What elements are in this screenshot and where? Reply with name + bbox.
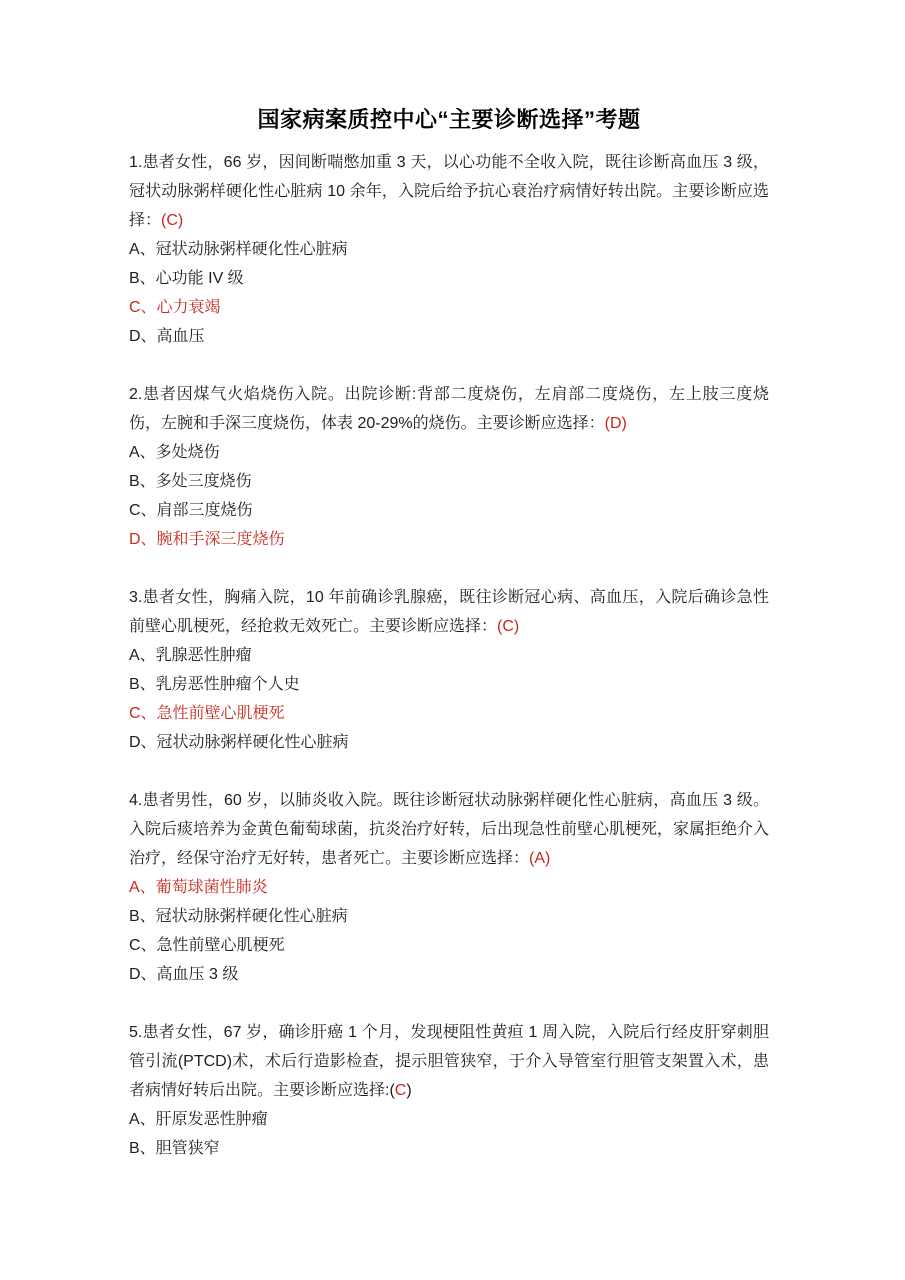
option-line [129,264,769,293]
option-text: A、乳腺恶性肿瘤 [129,647,252,664]
question-stem-text: 4.患者男性，60 岁，以肺炎收入院。既往诊断冠状动脉粥样硬化性心脏病，高血压 3 级。入院后痰培养为金黄色葡萄球菌，抗炎治疗好转，后出现急性前壁心肌梗死，家属拒绝介入治疗，经保守治疗无好转，患者死亡。主要诊断应选择： [129,792,770,867]
answer-letter: (D) [604,415,627,432]
question-stem [129,380,769,438]
question-stem [129,1018,769,1105]
option-line [129,438,769,467]
option-line [129,1105,769,1134]
option-line [129,728,769,757]
option-text: A、肝原发恶性肿瘤 [129,1111,268,1128]
option-line [129,902,769,931]
option-text: C、肩部三度烧伤 [129,502,253,519]
option-line [129,293,769,322]
option-text: B、心功能 IV 级 [129,270,244,287]
question-stem-text: 5.患者女性，67 岁，确诊肝癌 1 个月，发现梗阻性黄疸 1 周入院，入院后行经皮肝穿刺胆管引流(PTCD)术，术后行造影检查，提示胆管狭窄，于介入导管室行胆管支架置入术，患者病情好转后出院。主要诊断应选择:( [129,1024,769,1099]
question-4 [129,786,769,989]
option-text: C、急性前壁心肌梗死 [129,937,285,954]
question-stem-text: 3.患者女性，胸痛入院，10 年前确诊乳腺癌，既往诊断冠心病、高血压，入院后确诊急性前壁心肌梗死，经抢救无效死亡。主要诊断应选择： [129,589,769,635]
option-line [129,467,769,496]
question-stem [129,148,769,235]
question-stem-text: 1.患者女性，66 岁，因间断喘憋加重 3 天，以心功能不全收入院，既往诊断高血压 3 级，冠状动脉粥样硬化性心脏病 10 余年，入院后给予抗心衰治疗病情好转出院。主要诊断应选择： [129,154,769,229]
option-text: B、冠状动脉粥样硬化性心脏病 [129,908,348,925]
answer-letter: (C) [161,212,184,229]
answer-tail: ) [406,1082,412,1099]
document-title: 国家病案质控中心“主要诊断选择”考题 [257,107,641,132]
question-1 [129,148,769,351]
option-line [129,322,769,351]
question-stem [129,583,769,641]
question-stem-text: 2.患者因煤气火焰烧伤入院。出院诊断:背部二度烧伤，左肩部二度烧伤，左上肢三度烧伤，左腕和手深三度烧伤，体表 20-29%的烧伤。主要诊断应选择： [129,386,769,432]
option-text: D、高血压 3 级 [129,966,239,983]
answer-letter: C [394,1082,407,1099]
option-text: A、冠状动脉粥样硬化性心脏病 [129,241,348,258]
option-text: A、葡萄球菌性肺炎 [129,879,268,896]
question-3 [129,583,769,757]
option-text: B、多处三度烧伤 [129,473,252,490]
question-5 [129,1018,769,1163]
option-line [129,235,769,264]
option-line [129,699,769,728]
option-text: C、心力衰竭 [129,299,221,316]
answer-letter: (A) [529,850,551,867]
question-2 [129,380,769,554]
option-line [129,496,769,525]
option-line [129,960,769,989]
option-line [129,1134,769,1163]
option-line [129,641,769,670]
option-text: A、多处烧伤 [129,444,220,461]
option-text: B、胆管狭窄 [129,1140,220,1157]
option-line [129,670,769,699]
option-line [129,931,769,960]
option-text: D、高血压 [129,328,205,345]
option-text: D、腕和手深三度烧伤 [129,531,285,548]
question-stem [129,786,769,873]
option-text: C、急性前壁心肌梗死 [129,705,285,722]
answer-letter: (C) [497,618,520,635]
option-line [129,525,769,554]
option-text: D、冠状动脉粥样硬化性心脏病 [129,734,349,751]
option-text: B、乳房恶性肿瘤个人史 [129,676,300,693]
option-line [129,873,769,902]
